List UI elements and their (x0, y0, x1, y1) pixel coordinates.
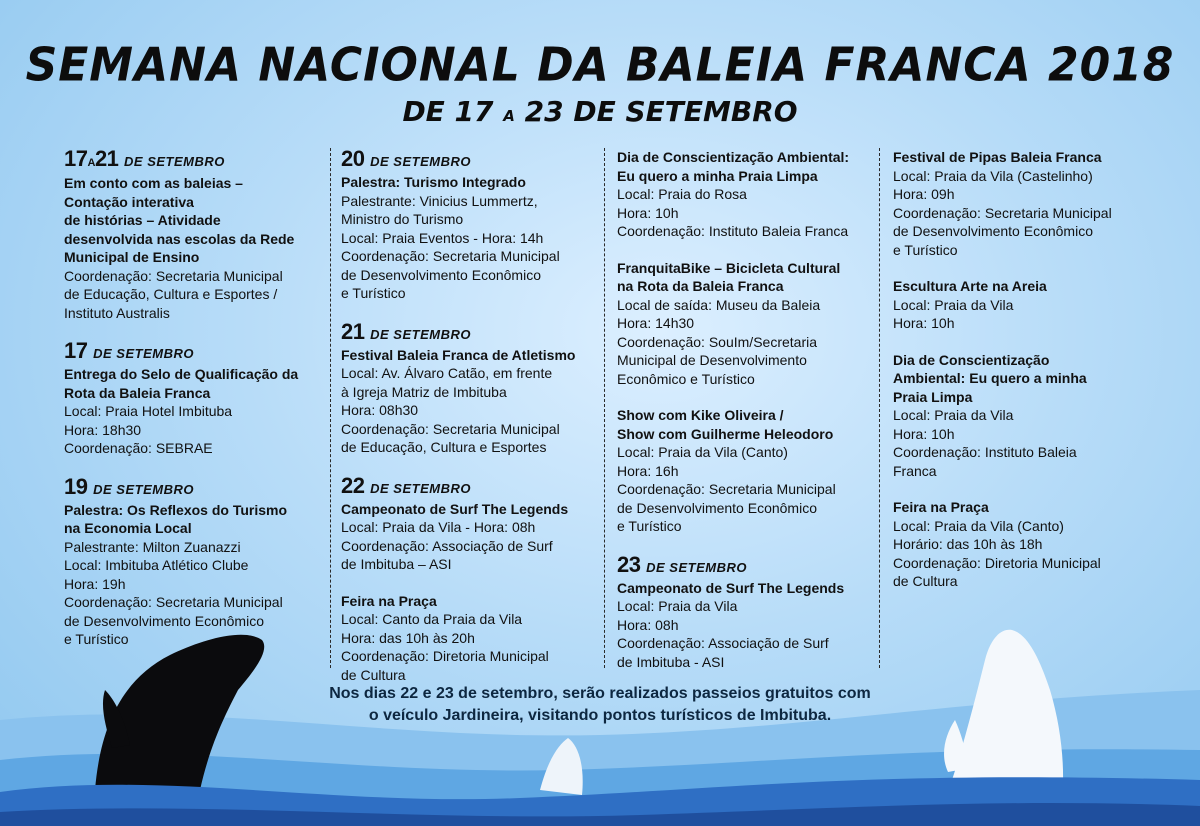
column-divider (604, 148, 605, 668)
event-block (617, 148, 877, 241)
event-detail: Hora: 08h (617, 616, 679, 633)
event-detail: e Turístico (893, 241, 958, 258)
page-title: SEMANA NACIONAL DA BALEIA FRANCA 2018 (25, 38, 1175, 93)
event-detail: Local: Praia do Rosa (617, 186, 747, 202)
event-detail: e Turístico (64, 631, 129, 647)
event-detail: de Educação, Cultura e Esportes / (64, 286, 278, 302)
event-title: na Rota da Baleia Franca (617, 278, 784, 294)
subtitle-prefix: DE 17 (402, 95, 494, 128)
event-detail: Local: Praia da Vila (893, 296, 1014, 313)
date-a: A (87, 157, 95, 169)
event-detail: Local: Praia Eventos - Hora: 14h (341, 229, 544, 246)
schedule-column-2 (341, 148, 601, 702)
notice (300, 683, 900, 727)
event-title: Ambiental: Eu quero a minha (893, 370, 1087, 386)
event-detail: Hora: 16h (617, 462, 679, 479)
event-detail: Horário: das 10h às 18h (893, 536, 1043, 552)
event-block (341, 318, 601, 457)
event-detail: Coordenação: Secretaria Municipal (341, 420, 560, 437)
event-title: Feira na Praça (893, 499, 989, 515)
event-date (64, 473, 324, 501)
event-date (341, 318, 601, 346)
event-detail: Local: Praia da Vila (617, 598, 738, 614)
event-detail: de Desenvolvimento Econômico (617, 499, 817, 516)
date-month: DE SETEMBRO (93, 481, 194, 497)
event-block (64, 148, 324, 322)
date-month: DE SETEMBRO (370, 480, 471, 496)
event-title: Municipal de Ensino (64, 249, 200, 265)
event-block (617, 551, 877, 672)
event-detail: Hora: das 10h às 20h (341, 629, 475, 646)
event-detail: Franca (893, 462, 937, 479)
event-title: Escultura Arte na Areia (893, 278, 1047, 294)
event-title: Show com Guilherme Heleodoro (617, 425, 834, 442)
event-date (64, 340, 324, 365)
event-detail: Ministro do Turismo (341, 211, 464, 227)
date-day: 23 (617, 551, 641, 577)
event-title: de histórias – Atividade (64, 212, 221, 228)
date-day: 21 (341, 318, 365, 344)
event-title: Contação interativa (64, 193, 194, 210)
event-detail: Local: Praia da Vila (893, 407, 1014, 423)
event-detail: Hora: 09h (893, 186, 955, 202)
date-month: DE SETEMBRO (124, 154, 225, 169)
event-block (341, 148, 601, 303)
event-date (617, 551, 877, 579)
event-detail: Hora: 10h (617, 204, 679, 221)
event-detail: Hora: 10h (893, 425, 955, 442)
event-detail: Coordenação: Instituto Baleia Franca (617, 223, 849, 239)
event-detail: Hora: 08h30 (341, 402, 419, 418)
subtitle-end: 23 DE SETEMBRO (524, 95, 798, 128)
date-day: 17 (64, 338, 88, 363)
event-detail: Coordenação: Diretoria Municipal (893, 554, 1101, 571)
event-title: Praia Limpa (893, 388, 973, 405)
event-detail: Local: Praia da Vila - Hora: 08h (341, 519, 536, 535)
event-block (617, 259, 877, 389)
event-detail: de Cultura (341, 666, 406, 683)
event-detail: de Imbituba – ASI (341, 556, 452, 572)
event-detail: Local: Praia da Vila (Castelinho) (893, 167, 1093, 184)
event-detail: Local: Imbituba Atlético Clube (64, 557, 249, 573)
event-detail: Palestrante: Vinicius Lummertz, (341, 192, 538, 209)
event-title: Show com Kike Oliveira / (617, 407, 784, 423)
event-title: Festival de Pipas Baleia Franca (893, 149, 1102, 165)
event-title: Campeonato de Surf The Legends (341, 500, 569, 517)
event-detail: Local: Av. Álvaro Catão, em frente (341, 365, 553, 381)
date-month: DE SETEMBRO (370, 154, 471, 169)
event-detail: à Igreja Matriz de Imbituba (341, 383, 507, 400)
event-title: Campeonato de Surf The Legends (617, 579, 845, 596)
date-day: 22 (341, 472, 365, 498)
schedule-column-3 (617, 148, 877, 689)
subtitle-a: A (503, 107, 515, 125)
event-title: Entrega do Selo de Qualificação da (64, 366, 299, 382)
event-title: Feira na Praça (341, 592, 437, 609)
column-divider (330, 148, 331, 668)
event-detail: de Desenvolvimento Econômico (64, 612, 264, 629)
event-detail: de Desenvolvimento Econômico (341, 266, 541, 283)
event-block (893, 277, 1153, 333)
date-month: DE SETEMBRO (370, 326, 471, 342)
event-detail: de Desenvolvimento Econômico (893, 223, 1093, 239)
event-date (341, 148, 601, 173)
event-detail: Local: Canto da Praia da Vila (341, 611, 523, 627)
event-detail: Coordenação: Secretaria Municipal (64, 594, 283, 610)
event-title: na Economia Local (64, 520, 192, 536)
event-date (341, 472, 601, 500)
event-detail: Hora: 14h30 (617, 315, 695, 331)
event-title: Dia de Conscientização (893, 351, 1050, 368)
event-detail: Coordenação: Diretoria Municipal (341, 648, 549, 664)
event-block (341, 472, 601, 574)
notice-line: o veículo Jardineira, visitando pontos turísticos de Imbituba. (368, 707, 832, 724)
event-block (64, 340, 324, 458)
event-title: desenvolvida nas escolas da Rede (64, 230, 295, 247)
event-title: Palestra: Os Reflexos do Turismo (64, 501, 288, 518)
event-detail: Coordenação: SEBRAE (64, 440, 213, 456)
event-detail: e Turístico (617, 518, 682, 534)
event-detail: Hora: 10h (893, 315, 955, 331)
event-detail: Econômico e Turístico (617, 370, 755, 387)
date-day: 17 (64, 146, 88, 171)
date-day-end: 21 (94, 146, 119, 171)
schedule-column-1 (64, 148, 324, 667)
event-block (893, 498, 1153, 591)
event-detail: Palestrante: Milton Zuanazzi (64, 538, 241, 555)
event-detail: Coordenação: Associação de Surf (341, 537, 553, 554)
event-detail: Coordenação: Associação de Surf (617, 635, 829, 651)
event-block (893, 148, 1153, 259)
event-date (64, 148, 324, 174)
event-detail: Local: Praia da Vila (Canto) (893, 517, 1064, 534)
event-detail: Coordenação: Secretaria Municipal (617, 481, 836, 497)
event-detail: Coordenação: SouIm/Secretaria (617, 333, 817, 350)
event-detail: Coordenação: Secretaria Municipal (64, 267, 283, 284)
event-title: FranquitaBike – Bicicleta Cultural (617, 259, 841, 276)
event-title: Palestra: Turismo Integrado (341, 174, 526, 190)
event-block (64, 473, 324, 649)
event-detail: Local: Praia da Vila (Canto) (617, 444, 788, 460)
event-detail: Hora: 18h30 (64, 421, 142, 438)
event-detail: de Educação, Cultura e Esportes (341, 439, 547, 455)
notice-line: Nos dias 22 e 23 de setembro, serão realizados passeios gratuitos com (329, 685, 871, 702)
event-block (617, 406, 877, 536)
event-detail: Instituto Australis (64, 304, 170, 321)
event-detail: Hora: 19h (64, 575, 126, 592)
event-title: Rota da Baleia Franca (64, 384, 211, 401)
event-title: Dia de Conscientização Ambiental: (617, 149, 850, 165)
date-day: 19 (64, 473, 88, 499)
event-detail: de Imbituba - ASI (617, 653, 725, 670)
event-detail: Local: Praia Hotel Imbituba (64, 403, 233, 419)
date-day: 20 (341, 146, 365, 171)
event-block (341, 592, 601, 685)
date-month: DE SETEMBRO (93, 346, 194, 361)
event-title: Eu quero a minha Praia Limpa (617, 167, 818, 184)
event-title: Festival Baleia Franca de Atletismo (341, 346, 576, 363)
date-month: DE SETEMBRO (646, 559, 747, 575)
column-divider (879, 148, 880, 668)
schedule-column-4 (893, 148, 1153, 609)
event-detail: e Turístico (341, 285, 406, 301)
event-detail: Coordenação: Secretaria Municipal (341, 248, 560, 264)
event-title: Em conto com as baleias – (64, 175, 243, 191)
event-detail: Municipal de Desenvolvimento (617, 352, 807, 368)
event-detail: de Cultura (893, 573, 958, 589)
event-detail: Coordenação: Instituto Baleia (893, 444, 1077, 460)
page-subtitle (0, 95, 1200, 128)
event-detail: Coordenação: Secretaria Municipal (893, 204, 1112, 221)
event-block (893, 351, 1153, 481)
event-detail: Local de saída: Museu da Baleia (617, 296, 821, 313)
